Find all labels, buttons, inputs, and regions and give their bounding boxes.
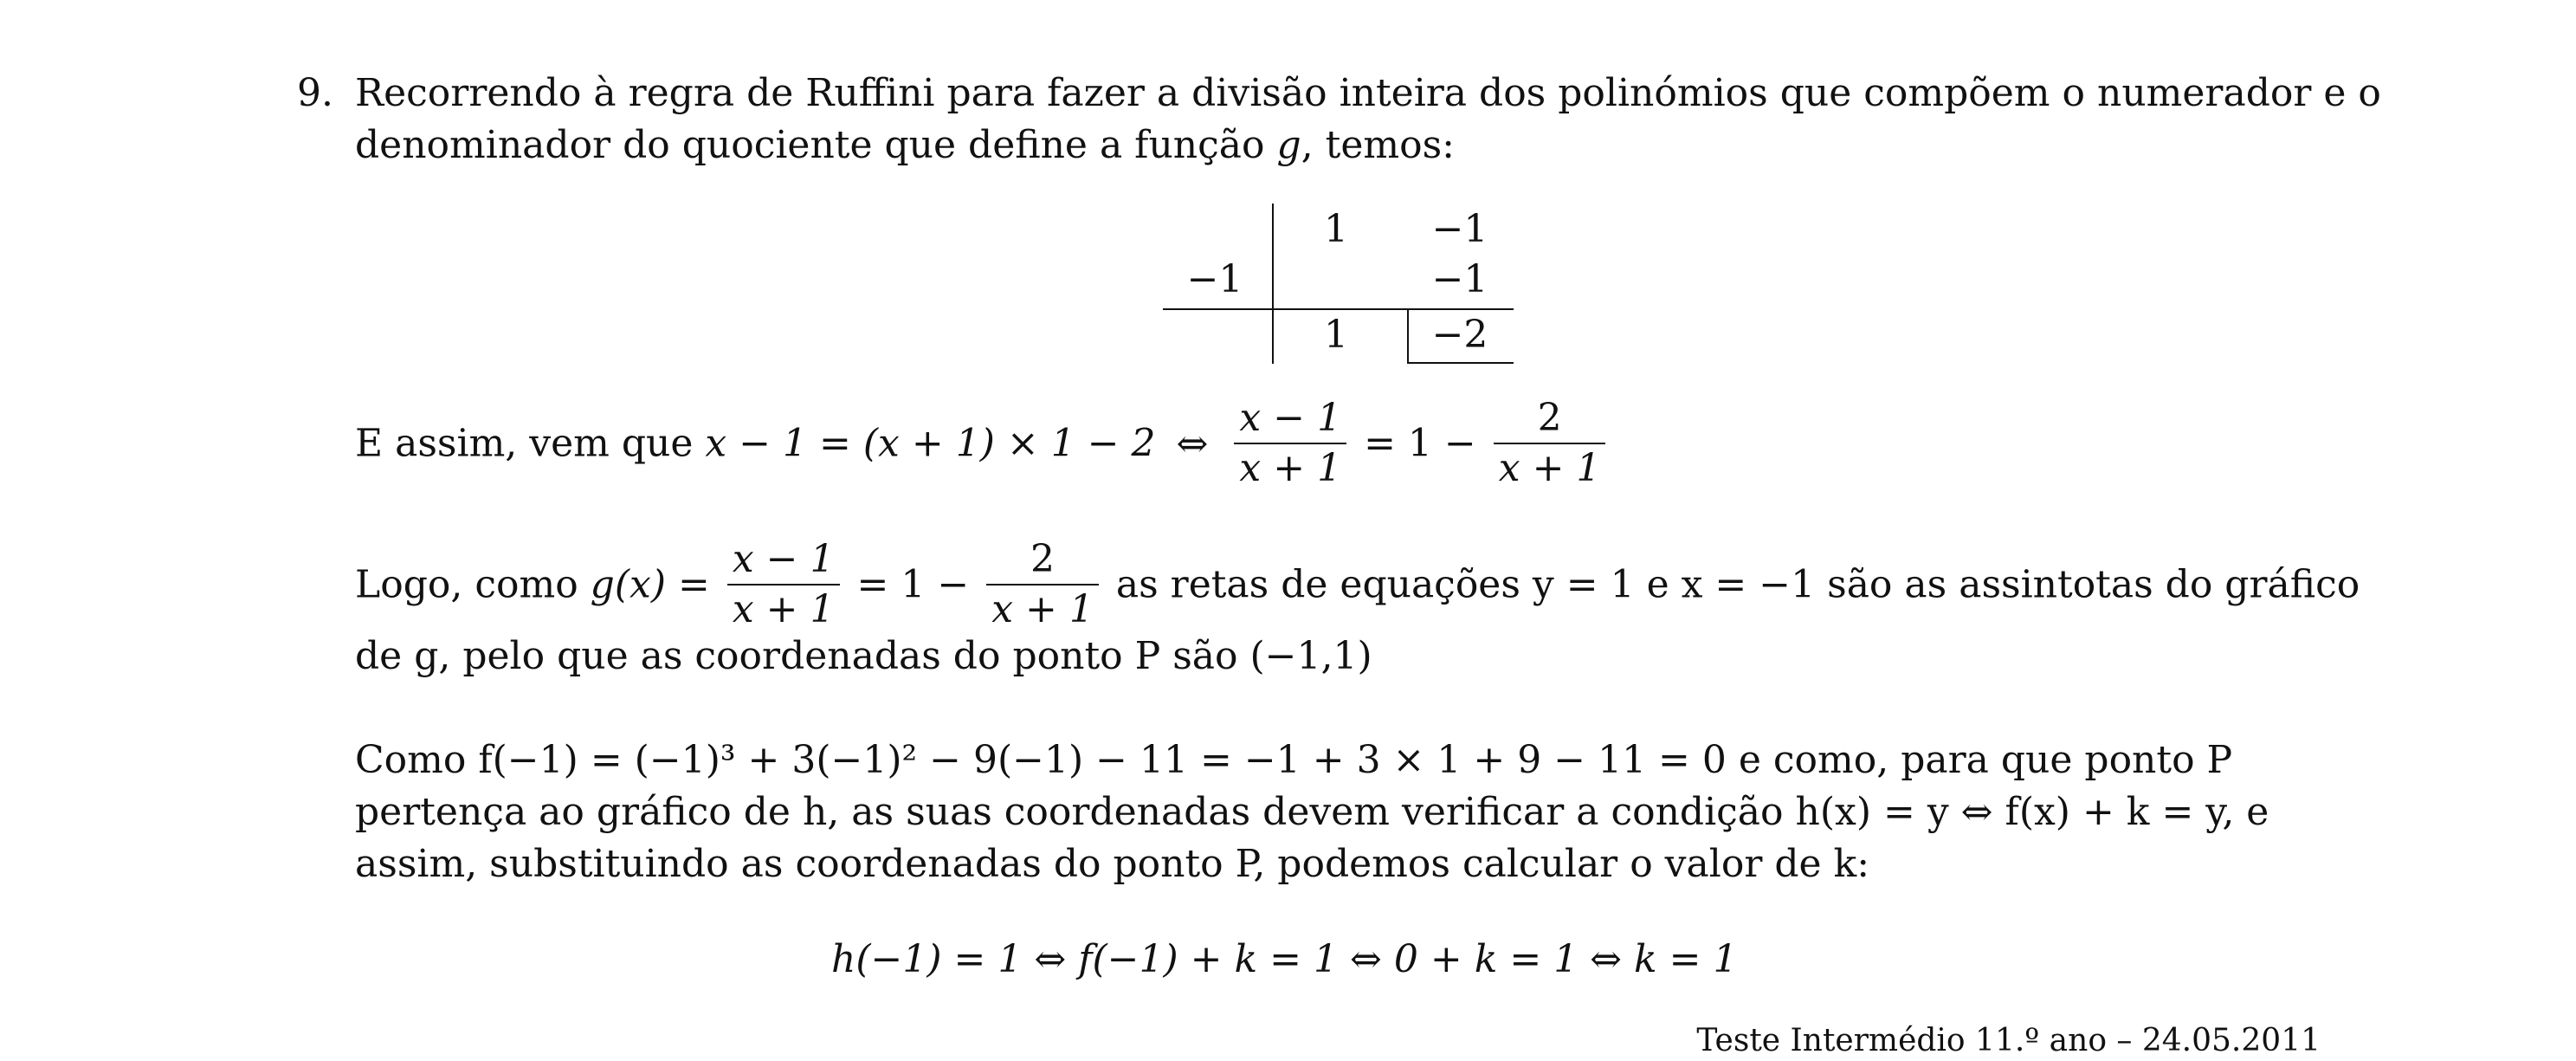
fraction-numerator: x − 1	[727, 535, 840, 585]
fraction-numerator: 2	[986, 535, 1099, 585]
fraction-denominator: x + 1	[991, 587, 1094, 631]
f-eval-line-2: pertença ao gráfico de h, as suas coordenadas devem verificar a condição h(x) = y ⇔ f(x) + k = y, e	[355, 790, 2269, 834]
intro-paragraph	[355, 68, 2381, 171]
division-result-line	[355, 394, 1611, 493]
fraction-x-minus-1-over-x-plus-1	[1234, 394, 1346, 493]
f-eval-line-3: assim, substituindo as coordenadas do ponto P, podemos calcular o valor de k:	[355, 842, 1870, 886]
intro-line-2-prefix: denominador do quociente que define a função	[355, 123, 1277, 167]
fraction-denominator: x + 1	[732, 587, 835, 631]
intro-line-2-suffix: , temos:	[1301, 123, 1455, 167]
fraction-numerator: x − 1	[1234, 394, 1346, 444]
fraction-2-over-x-plus-1	[1494, 394, 1606, 493]
fraction-denominator: x + 1	[1239, 446, 1342, 490]
fraction-numerator: 2	[1494, 394, 1606, 444]
g-of-x: g(x) =	[590, 562, 710, 607]
asymptotes-suffix: as retas de equações y = 1 e x = −1 são as assintotas do gráfico	[1115, 562, 2360, 607]
fraction-x-minus-1-over-x-plus-1	[727, 535, 840, 634]
division-identity: x − 1 = (x + 1) × 1 − 2	[705, 421, 1156, 466]
fraction-2-over-x-plus-1	[986, 535, 1099, 634]
division-result-prefix: E assim, vem que	[355, 421, 706, 466]
fraction-denominator: x + 1	[1498, 446, 1601, 490]
ruffini-root: −1	[1186, 257, 1243, 301]
ruffini-remainder-box-bottom	[1407, 362, 1514, 364]
asymptotes-line-1	[355, 535, 2360, 634]
equals-one-minus: = 1 −	[1364, 421, 1476, 466]
ruffini-remainder: −2	[1431, 313, 1488, 357]
intro-line-1: Recorrendo à regra de Ruffini para fazer a divisão inteira dos polinómios que compõem o numerador e o	[355, 71, 2381, 115]
f-eval-line-1: Como f(−1) = (−1)³ + 3(−1)² − 9(−1) − 11 = −1 + 3 × 1 + 9 − 11 = 0 e como, para que ponto P	[355, 738, 2233, 782]
asymptotes-line-2: de g, pelo que as coordenadas do ponto P são (−1,1)	[355, 634, 1372, 678]
ruffini-product: −1	[1431, 257, 1488, 301]
final-equation: h(−1) = 1 ⇔ f(−1) + k = 1 ⇔ 0 + k = 1 ⇔ k = 1	[831, 937, 1738, 981]
ruffini-coef-2: −1	[1431, 207, 1488, 251]
ruffini-table	[1163, 204, 1518, 368]
equals-one-minus: = 1 −	[856, 562, 970, 607]
intro-line-2	[355, 120, 2321, 171]
iff-symbol: ⇔	[1176, 421, 1209, 466]
asymptotes-prefix: Logo, como	[355, 562, 591, 607]
function-g-var: g	[1276, 123, 1301, 167]
footer-exam-info: Teste Intermédio 11.º ano – 24.05.2011	[1696, 1023, 2321, 1058]
ruffini-coef-1: 1	[1324, 207, 1348, 251]
f-evaluation-paragraph	[355, 734, 2321, 890]
question-number: 9.	[297, 71, 333, 115]
ruffini-vertical-divider	[1272, 204, 1274, 364]
ruffini-quotient: 1	[1324, 313, 1348, 357]
